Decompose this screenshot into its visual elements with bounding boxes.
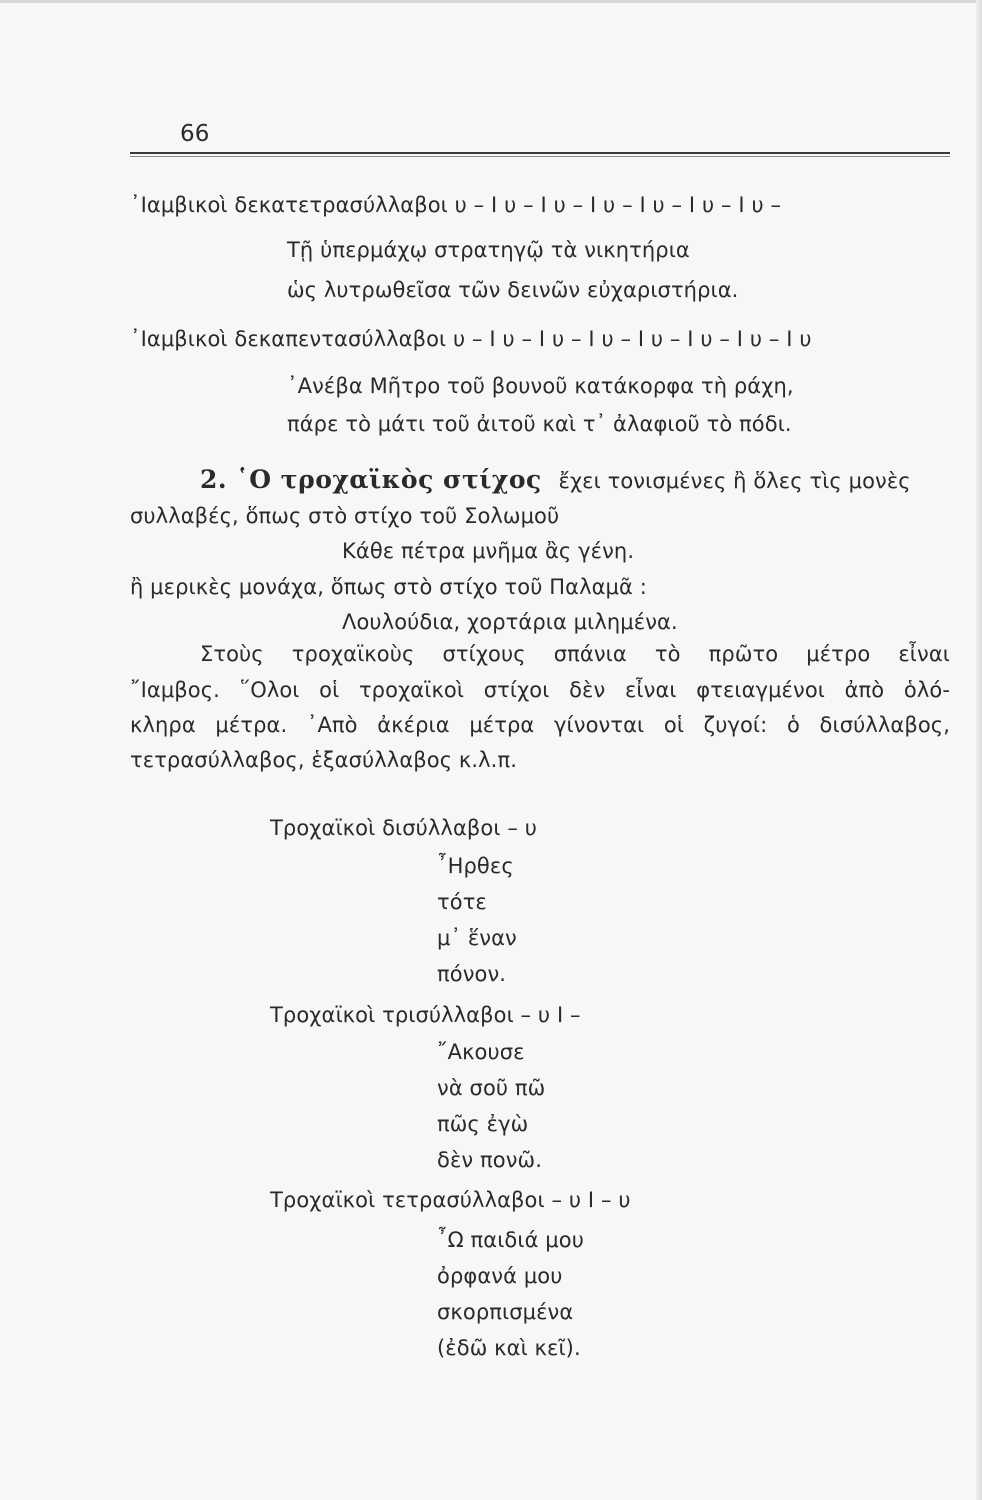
paragraph-text: ἢ μερικὲς μονάχα, ὅπως στὸ στίχο τοῦ Παλαμᾶ : — [130, 575, 647, 599]
meter-label-trochaic-4: Τροχαϊκοὶ τετρασύλλαβοι – υ Ι – υ — [270, 1188, 631, 1212]
verse-line: πόνον. — [437, 962, 507, 986]
paragraph-text: τετρασύλλαβος, ἑξασύλλαβος κ.λ.π. — [130, 748, 517, 772]
paragraph-text: Στοὺς τροχαϊκοὺς στίχους σπάνια τὸ πρῶτο μέτρο εἶναι — [200, 642, 950, 666]
verse-line: ῏Ω παιδιά μου — [437, 1228, 584, 1252]
meter-label-trochaic-3: Τροχαϊκοὶ τρισύλλαβοι – υ Ι – — [270, 1003, 581, 1027]
paragraph-text: ἔχει τονισμένες ἢ ὅλες τὶς μονὲς — [558, 469, 911, 493]
verse-line: Τῇ ὑπερμάχῳ στρατηγῷ τὰ νικητήρια — [287, 238, 690, 262]
page-edge — [0, 0, 982, 3]
paragraph-text: συλλαβές, ὅπως στὸ στίχο τοῦ Σολωμοῦ — [130, 504, 560, 528]
paragraph-text: κληρα μέτρα. ᾿Απὸ ἀκέρια μέτρα γίνονται οἱ ζυγοί: ὁ δισύλλαβος, — [130, 713, 950, 737]
header-rule-thin — [130, 156, 950, 157]
verse-line: ὡς λυτρωθεῖσα τῶν δεινῶν εὐχαριστήρια. — [287, 278, 739, 302]
verse-line: νὰ σοῦ πῶ — [437, 1076, 546, 1100]
page-edge-shadow — [976, 0, 982, 1500]
verse-line: Κάθε πέτρα μνῆμα ἂς γένη. — [342, 539, 635, 563]
verse-line: δὲν πονῶ. — [437, 1148, 542, 1172]
verse-line: (ἐδῶ καὶ κεῖ). — [437, 1336, 581, 1360]
verse-line: ὀρφανά μου — [437, 1264, 563, 1288]
section-heading-line — [200, 466, 911, 495]
verse-line: ᾿Ανέβα Μῆτρο τοῦ βουνοῦ κατάκορφα τὴ ράχη, — [287, 374, 794, 398]
meter-label-trochaic-2: Τροχαϊκοὶ δισύλλαβοι – υ — [270, 816, 537, 840]
section-heading: 2. ῾Ο τροχαϊκὸς στίχος — [200, 465, 542, 494]
meter-label-iambic-15: ᾿Ιαμβικοὶ δεκαπεντασύλλαβοι υ – Ι υ – Ι υ – Ι υ – Ι υ – Ι υ – Ι υ – Ι υ — [130, 327, 812, 351]
header-rule — [130, 152, 950, 154]
page-number: 66 — [180, 121, 210, 147]
verse-line: πάρε τὸ μάτι τοῦ ἀιτοῦ καὶ τ᾿ ἀλαφιοῦ τὸ πόδι. — [287, 412, 792, 436]
verse-line: σκορπισμένα — [437, 1300, 574, 1324]
verse-line: πῶς ἐγὼ — [437, 1112, 529, 1136]
meter-label-iambic-14: ᾿Ιαμβικοὶ δεκατετρασύλλαβοι υ – Ι υ – Ι υ – Ι υ – Ι υ – Ι υ – Ι υ – — [130, 193, 782, 217]
paragraph-text: ῎Ιαμβος. ῞Ολοι οἱ τροχαϊκοὶ στίχοι δὲν εἶναι φτειαγμένοι ἀπὸ ὁλό- — [130, 678, 950, 702]
verse-line: Λουλούδια, χορτάρια μιλημένα. — [342, 610, 678, 634]
verse-line: ῎Ακουσε — [437, 1040, 525, 1064]
verse-line: ῏Ηρθες — [437, 854, 514, 878]
verse-line: τότε — [437, 890, 487, 914]
verse-line: μ᾿ ἕναν — [437, 926, 517, 950]
